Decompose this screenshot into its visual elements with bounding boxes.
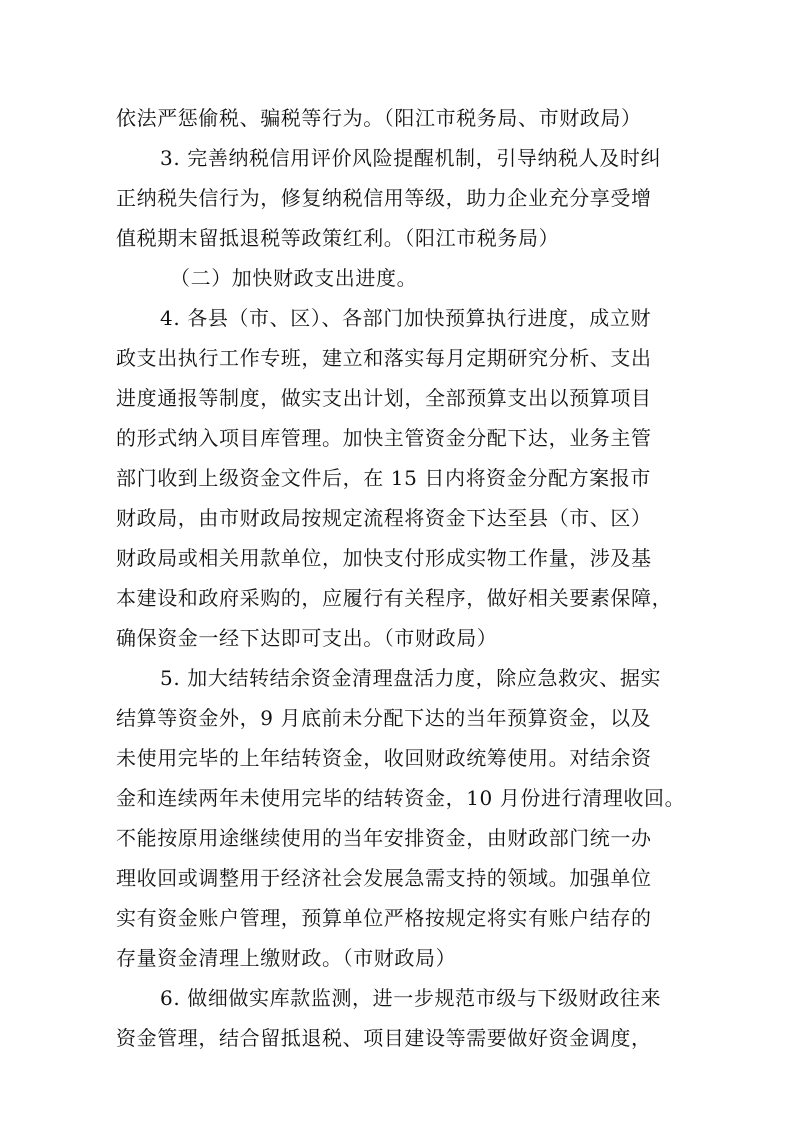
- text-line: 不能按原用途继续使用的当年安排资金，由财政部门统一办: [116, 826, 652, 850]
- text-line: 资金管理，结合留抵退税、项目建设等需要做好资金调度，: [116, 1026, 652, 1050]
- text-line: 政支出执行工作专班，建立和落实每月定期研究分析、支出: [116, 346, 652, 370]
- text-line: 财政局，由市财政局按规定流程将资金下达至县（市、区）: [116, 506, 652, 530]
- section-heading: （二）加快财政支出进度。: [170, 266, 418, 290]
- text-line: 未使用完毕的上年结转资金，收回财政统筹使用。对结余资: [116, 746, 652, 770]
- text-line: 依法严惩偷税、骗税等行为。（阳江市税务局、市财政局）: [116, 106, 642, 130]
- text-line: 部门收到上级资金文件后，在 15 日内将资金分配方案报市: [116, 466, 651, 490]
- text-line: 金和连续两年未使用完毕的结转资金，10 月份进行清理收回。: [116, 786, 686, 810]
- text-line: 确保资金一经下达即可支出。（市财政局）: [116, 626, 498, 650]
- text-line: 本建设和政府采购的，应履行有关程序，做好相关要素保障，: [116, 586, 673, 610]
- text-line: 理收回或调整用于经济社会发展急需支持的领域。加强单位: [116, 866, 652, 890]
- text-line: 结算等资金外，9 月底前未分配下达的当年预算资金，以及: [116, 706, 652, 730]
- text-line: 实有资金账户管理，预算单位严格按规定将实有账户结存的: [116, 906, 652, 930]
- text-line: 存量资金清理上缴财政。（市财政局）: [116, 946, 457, 970]
- paragraph-6-start: 6. 做细做实库款监测，进一步规范市级与下级财政往来: [160, 986, 662, 1010]
- paragraph-5-start: 5. 加大结转结余资金清理盘活力度，除应急救灾、据实: [160, 666, 662, 690]
- text-line: 的形式纳入项目库管理。加快主管资金分配下达，业务主管: [116, 426, 652, 450]
- paragraph-3-start: 3. 完善纳税信用评价风险提醒机制，引导纳税人及时纠: [160, 146, 662, 170]
- text-line: 正纳税失信行为，修复纳税信用等级，助力企业充分享受增: [116, 186, 652, 210]
- text-line: 进度通报等制度，做实支出计划，全部预算支出以预算项目: [116, 386, 652, 410]
- paragraph-4-start: 4. 各县（市、区）、各部门加快预算执行进度，成立财: [160, 306, 652, 330]
- text-line: 值税期末留抵退税等政策红利。（阳江市税务局）: [116, 226, 560, 250]
- text-line: 财政局或相关用款单位，加快支付形成实物工作量，涉及基: [116, 546, 652, 570]
